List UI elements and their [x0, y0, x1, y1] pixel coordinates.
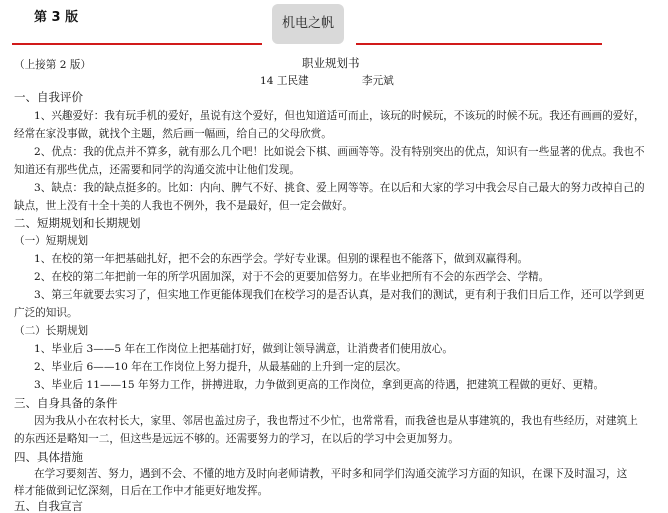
paragraph-line: 3、毕业后 11——15 年努力工作，拼搏进取，力争做到更高的工作岗位，拿到更高的待遇，把建筑工程做的更好、更精。	[34, 379, 605, 391]
subsection-heading: （二）长期规划	[14, 325, 89, 337]
subsection-heading: （一）短期规划	[14, 235, 89, 247]
paragraph-line: 1、毕业后 3——5 年在工作岗位上把基础打好，做到让领导满意，让消费者们使用放心。	[34, 343, 453, 355]
paragraph-line: 2、优点：我的优点并不算多，就有那么几个吧！比如说会下棋、画画等等。没有特别突出的优点，知识有一些显著的优点。我也不	[34, 146, 645, 158]
class-name: 14 工民建	[260, 75, 309, 87]
section-heading: 一、自我评价	[14, 90, 83, 104]
paragraph-line: 知道还有那些优点，还需要和同学的沟通交流中让他们发现。	[14, 164, 301, 176]
paragraph-line: 的东西还是略知一二，但这些是远远不够的。还需要努力的学习，在以后的学习中会更加努力。	[14, 433, 459, 445]
masthead-title: 机电之帆	[281, 16, 334, 31]
paragraph-line: 2、在校的第二年把前一年的所学巩固加深，对于不会的更要加倍努力。在毕业把所有不会的东西学会、学精。	[34, 271, 550, 283]
paragraph-line: 广泛的知识。	[14, 307, 78, 319]
paragraph-line: 1、兴趣爱好：我有玩手机的爱好，虽说有这个爱好，但也知道适可而止，该玩的时候玩，不该玩的时候不玩。我还有画画的爱好，	[34, 110, 645, 122]
paragraph-line: 3、缺点：我的缺点挺多的。比如：内向、脾气不好、挑食、爱上网等等。在以后和大家的学习中我会尽自己最大的努力改掉自己的	[34, 182, 645, 194]
article-title: 职业规划书	[302, 56, 360, 70]
paragraph-line: 缺点，世上没有十全十美的人我也不例外，我不是最好，但一定会做好。	[14, 200, 353, 212]
edition-label: 第 3 版	[34, 10, 79, 25]
section-heading: 二、短期规划和长期规划	[14, 216, 141, 230]
section-heading: 五、自我宣言	[14, 499, 83, 513]
paragraph-line: 在学习要刻苦、努力，遇到不会、不懂的地方及时向老师请教，平时多和同学们沟通交流学习方面的知识，在课下及时温习，这	[34, 468, 628, 480]
section-heading: 四、具体措施	[14, 450, 83, 464]
author-name: 李元斌	[362, 75, 394, 87]
paragraph-line: 2、毕业后 6——10 年在工作岗位上努力提升，从最基础的上升到一定的层次。	[34, 361, 407, 373]
paragraph-line: 经常在家没事做，就找个主题，然后画一幅画，给自己的父母欣赏。	[14, 128, 332, 140]
section-heading: 三、自身具备的条件	[14, 396, 118, 410]
continued-note: （上接第 2 版）	[14, 59, 92, 71]
paragraph-line: 样才能做到记忆深刻，日后在工作中才能更好地发挥。	[14, 485, 269, 497]
paragraph-line: 1、在校的第一年把基础扎好，把不会的东西学会。学好专业课。但别的课程也不能落下，做到双赢得利。	[34, 253, 529, 265]
header-rule-left	[12, 43, 262, 45]
header-rule-right	[356, 43, 602, 45]
paragraph-line: 因为我从小在农村长大，家里、邻居也盖过房子，我也帮过不少忙，也常常看，而我爸也是从事建筑的，我也有些经历，对建筑上	[34, 415, 638, 427]
paragraph-line: 3、第三年就要去实习了，但实地工作更能体现我们在校学习的是否认真，是对我们的测试，更有利于我们日后工作，还可以学到更	[34, 289, 645, 301]
